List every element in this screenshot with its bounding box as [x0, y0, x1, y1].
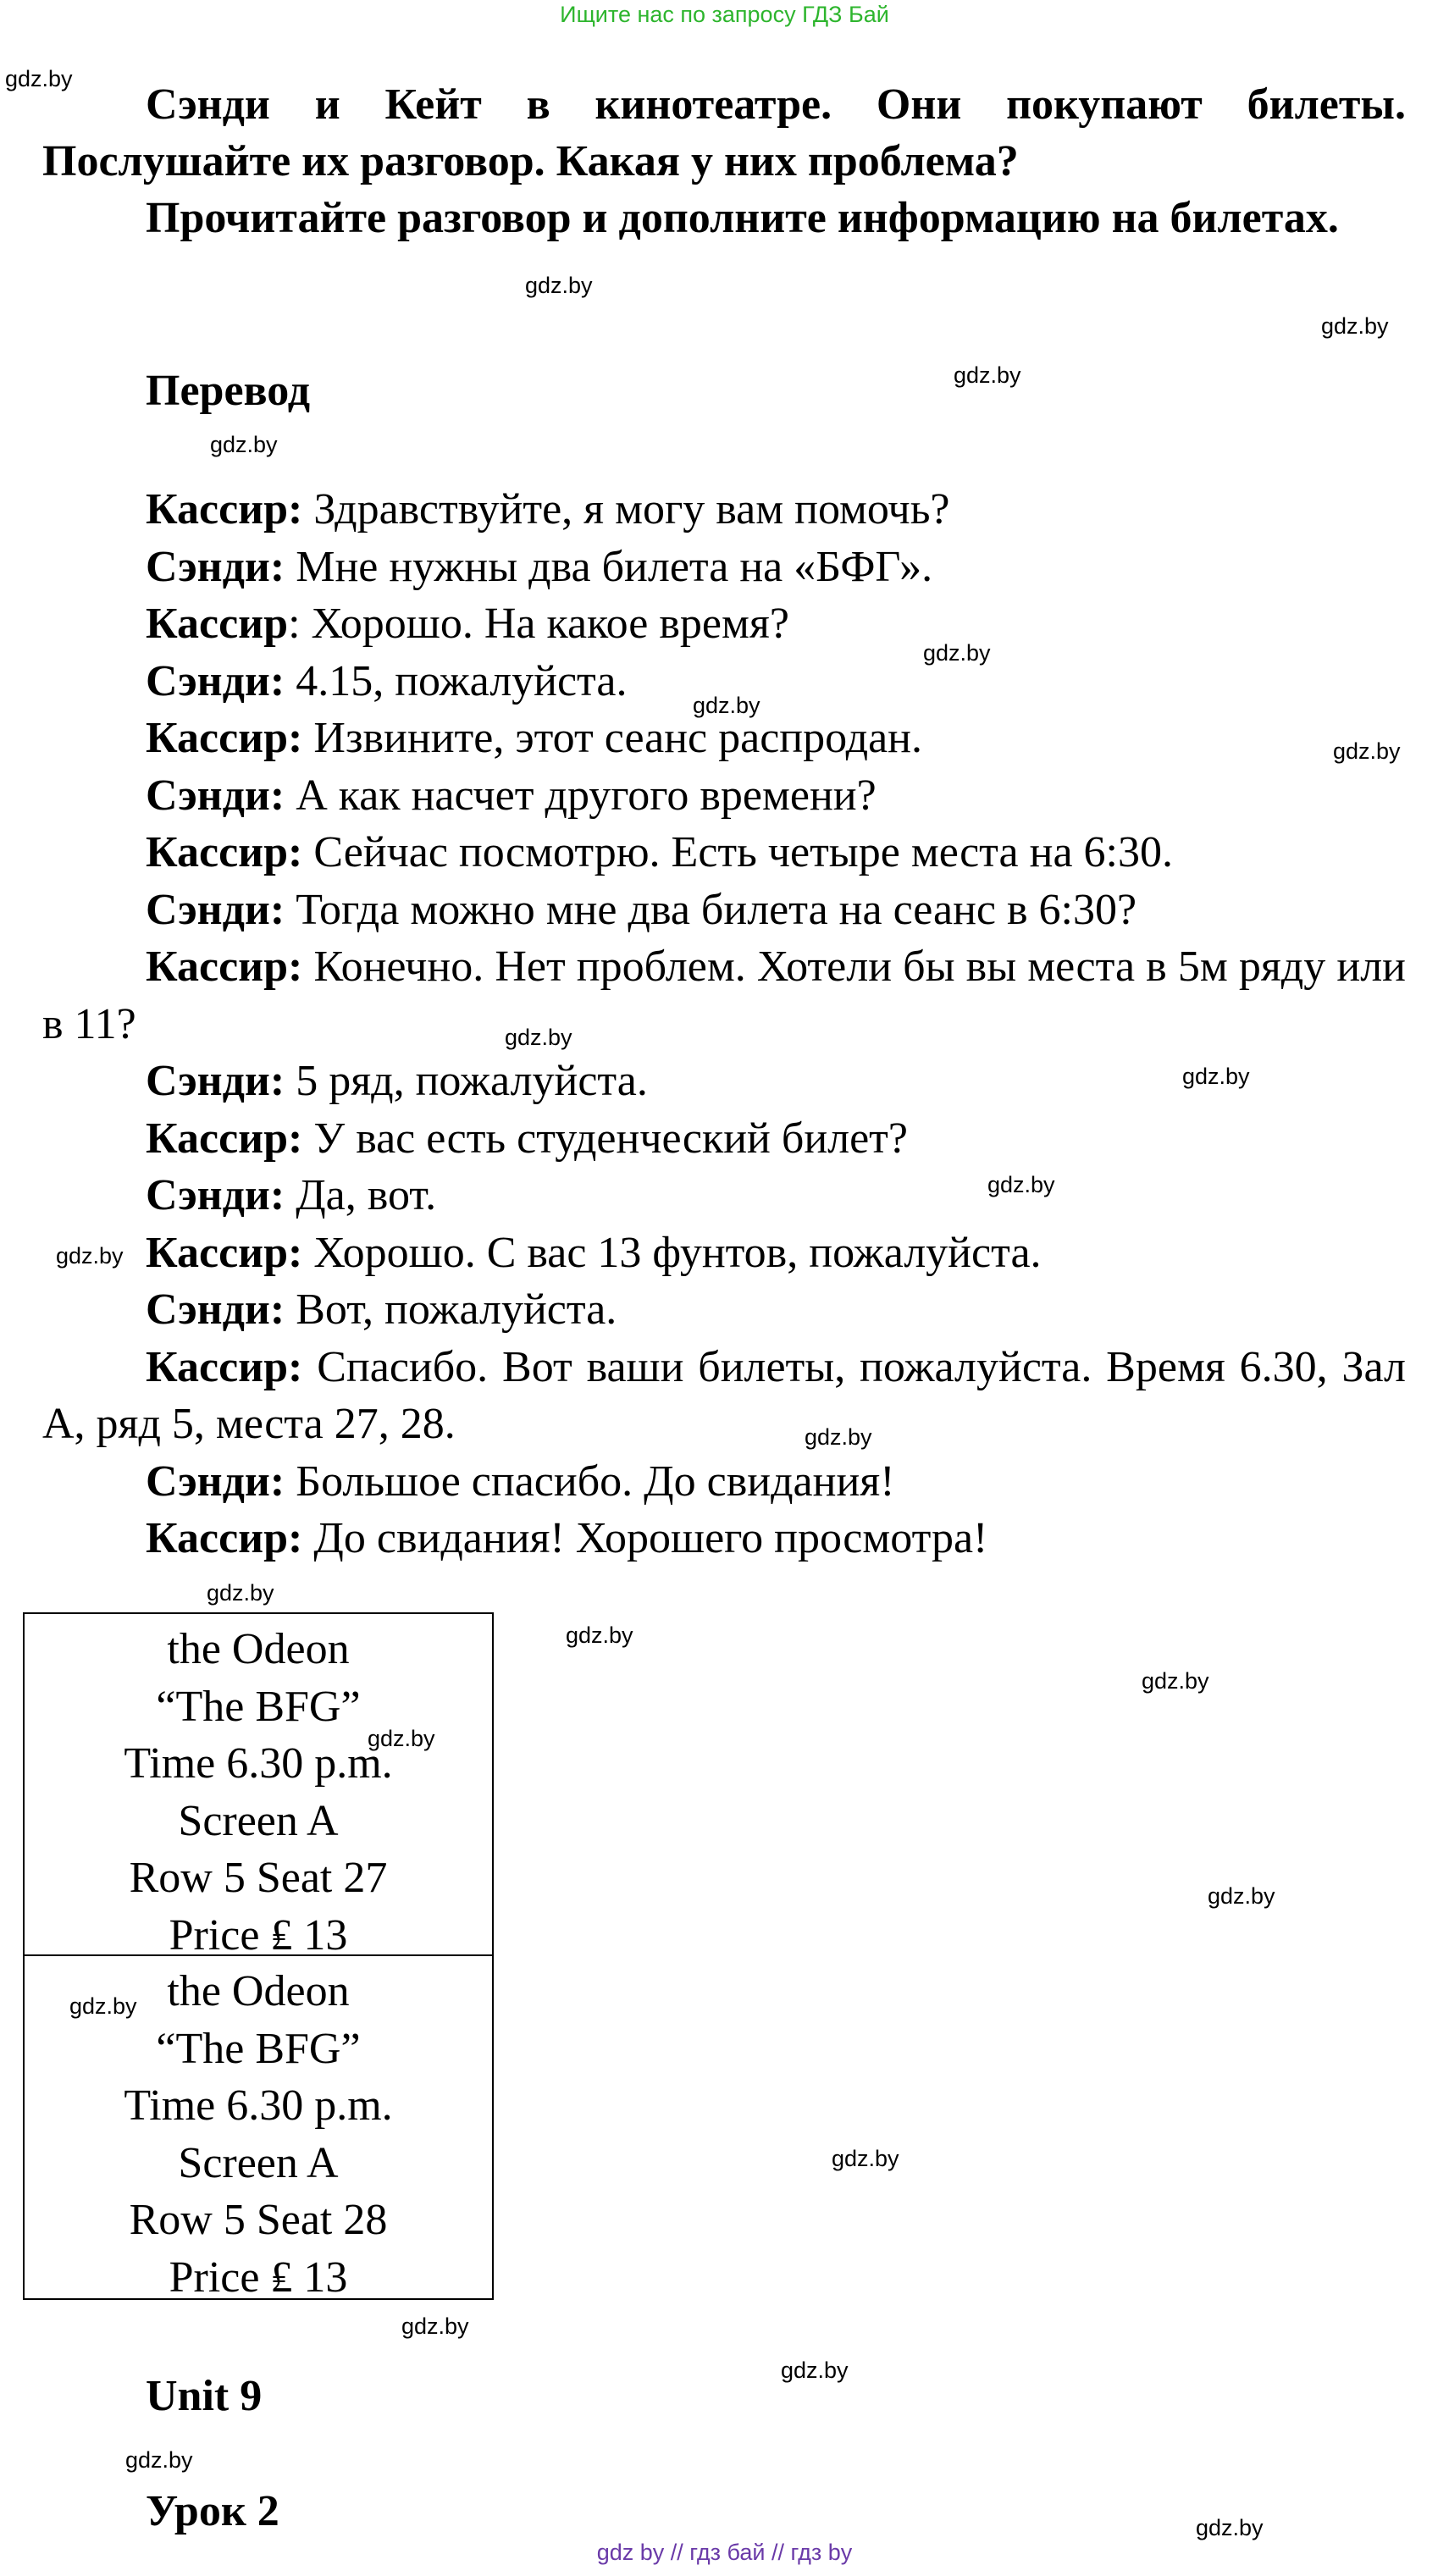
- task-paragraph-2: Прочитайте разговор и дополните информацию на билетах.: [146, 194, 1339, 242]
- dialogue-line: [42, 1510, 1406, 1567]
- speaker-label: Кассир:: [146, 828, 303, 876]
- ticket-screen: Screen A: [178, 2138, 339, 2187]
- speaker-label: Сэнди:: [146, 1285, 285, 1334]
- dialogue: [42, 481, 1406, 1567]
- ticket-price: Price ₤ 13: [169, 2253, 348, 2302]
- ticket-cinema: the Odeon: [167, 1625, 350, 1673]
- task-paragraph-1: Сэнди и Кейт в кинотеатре. Они покупают билеты. Послушайте их разговор. Какая у них проблема?: [42, 80, 1406, 185]
- watermark: gdz.by: [805, 1424, 872, 1450]
- line-text: Спасибо. Вот ваши билеты, пожалуйста. Время 6.30, Зал А, ряд 5, места 27, 28.: [42, 1342, 1406, 1448]
- dialogue-line: [42, 1110, 1406, 1168]
- watermark: gdz.by: [1142, 1668, 1209, 1694]
- ticket-price: Price ₤ 13: [169, 1910, 348, 1960]
- line-text: Хорошо. С вас 13 фунтов, пожалуйста.: [302, 1228, 1042, 1277]
- speaker-label: Сэнди:: [146, 1057, 285, 1105]
- line-text: А как насчет другого времени?: [285, 771, 877, 820]
- dialogue-line: [42, 938, 1406, 1053]
- dialogue-line: [42, 824, 1406, 882]
- dialogue-line: [42, 481, 1406, 539]
- speaker-label: Кассир:: [146, 1114, 303, 1163]
- speaker-label: Кассир:: [146, 714, 303, 762]
- line-text: Да, вот.: [285, 1171, 437, 1219]
- line-text: Мне нужны два билета на «БФГ».: [285, 542, 933, 591]
- dialogue-line: [42, 1224, 1406, 1282]
- ticket-time: Time 6.30 p.m.: [124, 1739, 393, 1788]
- watermark: gdz.by: [693, 693, 760, 718]
- ticket-seat: Row 5 Seat 28: [129, 2196, 388, 2244]
- watermark: gdz.by: [1321, 313, 1389, 339]
- ticket-film: “The BFG”: [156, 2024, 361, 2073]
- watermark: gdz.by: [781, 2358, 849, 2383]
- watermark: gdz.by: [923, 640, 991, 666]
- ticket: [23, 1612, 494, 1960]
- footer-links[interactable]: gdz by // гдз бай // гдз by: [596, 2540, 853, 2565]
- line-text: Здравствуйте, я могу вам помочь?: [302, 485, 950, 533]
- dialogue-line: [42, 882, 1406, 939]
- line-text: Сейчас посмотрю. Есть четыре места на 6:30.: [302, 828, 1173, 876]
- watermark: gdz.by: [832, 2146, 899, 2171]
- task-text: [42, 76, 1406, 246]
- speaker-label: Кассир:: [146, 943, 303, 991]
- watermark: gdz.by: [1333, 738, 1401, 764]
- top-banner[interactable]: Ищите нас по запросу ГДЗ Бай: [560, 2, 889, 27]
- watermark: gdz.by: [505, 1025, 572, 1050]
- speaker-label: Сэнди:: [146, 1457, 285, 1506]
- speaker-label: Сэнди:: [146, 771, 285, 820]
- watermark: gdz.by: [525, 273, 593, 298]
- watermark: gdz.by: [210, 432, 278, 457]
- dialogue-line: [42, 1281, 1406, 1339]
- line-text: Извините, этот сеанс распродан.: [302, 714, 922, 762]
- speaker-label: Сэнди:: [146, 656, 285, 705]
- watermark: gdz.by: [566, 1622, 633, 1648]
- watermark: gdz.by: [69, 1993, 137, 2019]
- line-text: Конечно. Нет проблем. Хотели бы вы места в 5м ряду или в 11?: [42, 943, 1406, 1048]
- unit-heading: Unit 9: [146, 2372, 263, 2420]
- dialogue-line: [42, 767, 1406, 825]
- watermark: gdz.by: [401, 2313, 469, 2339]
- speaker-label: Кассир:: [146, 485, 303, 533]
- line-text: Вот, пожалуйста.: [285, 1285, 617, 1334]
- watermark: gdz.by: [1182, 1064, 1250, 1089]
- speaker-label: Кассир:: [146, 1342, 303, 1391]
- ticket-film: “The BFG”: [156, 1682, 361, 1731]
- line-text: 5 ряд, пожалуйста.: [285, 1057, 648, 1105]
- dialogue-line: [42, 1453, 1406, 1511]
- line-text: Тогда можно мне два билета на сеанс в 6:30?: [285, 885, 1137, 934]
- speaker-label: Сэнди:: [146, 542, 285, 591]
- watermark: gdz.by: [1208, 1883, 1275, 1909]
- watermark: gdz.by: [5, 66, 73, 91]
- speaker-label: Сэнди:: [146, 885, 285, 934]
- tickets: [23, 1612, 494, 2300]
- speaker-label: Кассир:: [146, 1514, 303, 1562]
- line-text: У вас есть студенческий билет?: [302, 1114, 908, 1163]
- dialogue-line: [42, 1339, 1406, 1453]
- dialogue-line: [42, 1167, 1406, 1224]
- ticket-cinema: the Odeon: [167, 1967, 350, 2015]
- ticket-screen: Screen A: [178, 1796, 339, 1845]
- dialogue-line: [42, 595, 1406, 653]
- speaker-label: Сэнди:: [146, 1171, 285, 1219]
- line-text: До свидания! Хорошего просмотра!: [302, 1514, 988, 1562]
- watermark: gdz.by: [56, 1243, 124, 1269]
- watermark: gdz.by: [368, 1726, 435, 1751]
- speaker-label: Кассир:: [146, 1228, 303, 1277]
- lesson-heading: Урок 2: [146, 2487, 279, 2535]
- watermark: gdz.by: [987, 1172, 1055, 1197]
- watermark: gdz.by: [207, 1580, 274, 1606]
- watermark: gdz.by: [1196, 2515, 1264, 2540]
- speaker-label: Кассир: [146, 600, 289, 648]
- dialogue-line: [42, 539, 1406, 596]
- line-text: 4.15, пожалуйста.: [285, 656, 628, 705]
- line-text: Большое спасибо. До свидания!: [285, 1457, 895, 1506]
- translation-heading: Перевод: [146, 367, 311, 415]
- watermark: gdz.by: [125, 2447, 193, 2473]
- line-text: : Хорошо. На какое время?: [288, 600, 789, 648]
- ticket-time: Time 6.30 p.m.: [124, 2081, 393, 2130]
- watermark: gdz.by: [954, 362, 1021, 388]
- ticket-seat: Row 5 Seat 27: [129, 1854, 388, 1902]
